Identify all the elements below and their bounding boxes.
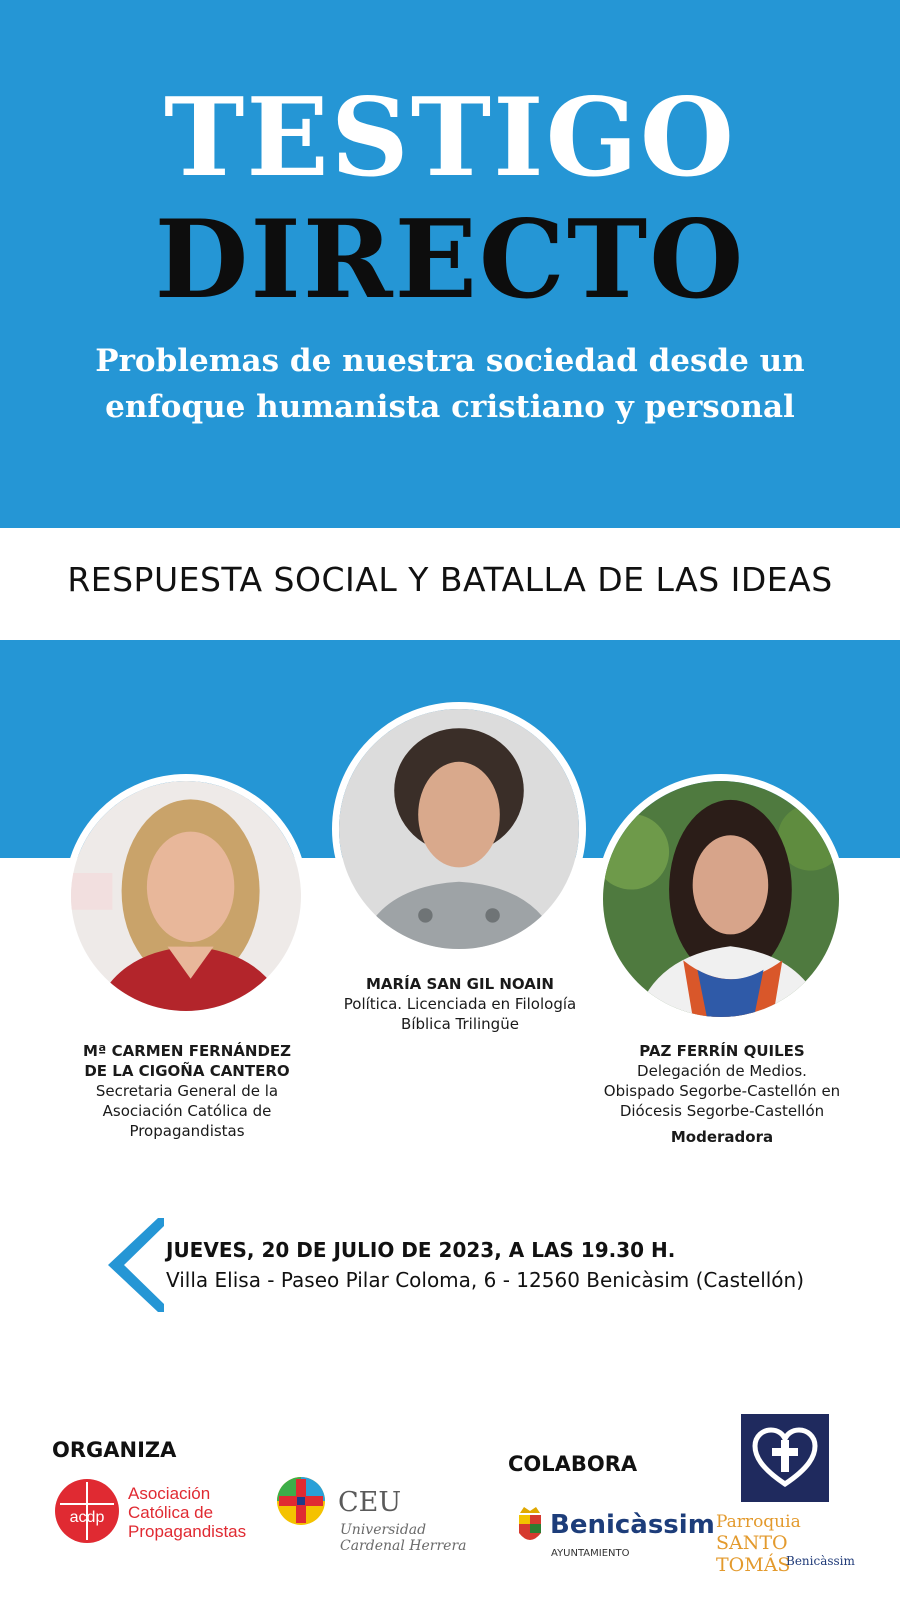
speaker-photo-right: [596, 774, 846, 1024]
speaker-right-name: PAZ FERRÍN QUILES: [639, 1042, 805, 1060]
parish-heart-cross-icon: [741, 1414, 829, 1502]
title-line-2: DIRECTO: [154, 197, 746, 323]
speaker-left-desc-1: Secretaria General de la: [95, 1082, 279, 1100]
acdp-logo: [54, 1478, 120, 1544]
ceu-name: CEU: [338, 1487, 402, 1518]
speaker-center-desc-2: Bíblica Trilingüe: [401, 1015, 519, 1033]
subtitle-line-1: Problemas de nuestra sociedad desde un: [95, 343, 805, 379]
speaker-left-desc-3: Propagandistas: [129, 1122, 245, 1140]
event-date: JUEVES, 20 DE JULIO DE 2023, A LAS 19.30 H.: [166, 1238, 676, 1262]
parish-line-3: Benicàssim: [786, 1554, 855, 1568]
chevron-left-icon: [108, 1218, 164, 1312]
speaker-center-desc-1: Política. Licenciada en Filología: [343, 995, 577, 1013]
speaker-right-desc-3: Diócesis Segorbe-Castellón: [619, 1102, 825, 1120]
benicassim-crest-icon: [516, 1505, 544, 1547]
subtitle: [40, 338, 860, 430]
ceu-line-2: Cardenal Herrera: [340, 1538, 467, 1554]
parish-line-1: Parroquia: [716, 1512, 801, 1532]
speaker-center-name: MARÍA SAN GIL NOAIN: [365, 975, 554, 993]
section-heading: RESPUESTA SOCIAL Y BATALLA DE LAS IDEAS: [67, 560, 833, 599]
speaker-left: [64, 1041, 310, 1141]
ceu-logo: [276, 1476, 326, 1526]
speaker-right: [590, 1041, 854, 1147]
organiza-label: ORGANIZA: [52, 1438, 177, 1462]
benicassim-name: Benicàssim: [550, 1510, 715, 1540]
speaker-left-name-2: DE LA CIGOÑA CANTERO: [84, 1062, 290, 1080]
acdp-line-3: Propagandistas: [128, 1522, 247, 1541]
parish-line-2: SANTO TOMÁS: [716, 1532, 791, 1576]
speaker-left-name-1: Mª CARMEN FERNÁNDEZ: [82, 1042, 292, 1060]
speaker-photo-center: [332, 702, 586, 956]
speaker-center: [320, 974, 600, 1034]
colabora-label: COLABORA: [508, 1452, 638, 1476]
ceu-subtitle: [340, 1522, 480, 1554]
speaker-right-desc-1: Delegación de Medios.: [637, 1062, 807, 1080]
speaker-right-role: Moderadora: [670, 1128, 774, 1146]
speaker-photo-left: [64, 774, 308, 1018]
acdp-name: [128, 1484, 278, 1541]
ceu-line-1: Universidad: [340, 1522, 427, 1538]
speaker-left-desc-2: Asociación Católica de: [102, 1102, 272, 1120]
benicassim-subtitle: AYUNTAMIENTO: [551, 1548, 630, 1559]
event-place: Villa Elisa - Paseo Pilar Coloma, 6 - 12560 Benicàsim (Castellón): [166, 1268, 805, 1292]
acdp-logo-text: acdp: [69, 1509, 105, 1526]
acdp-line-1: Asociación: [128, 1484, 211, 1503]
acdp-line-2: Católica de: [128, 1503, 214, 1522]
title-line-1: TESTIGO: [164, 75, 736, 201]
speaker-right-desc-2: Obispado Segorbe-Castellón en: [603, 1082, 841, 1100]
subtitle-line-2: enfoque humanista cristiano y personal: [105, 389, 795, 425]
